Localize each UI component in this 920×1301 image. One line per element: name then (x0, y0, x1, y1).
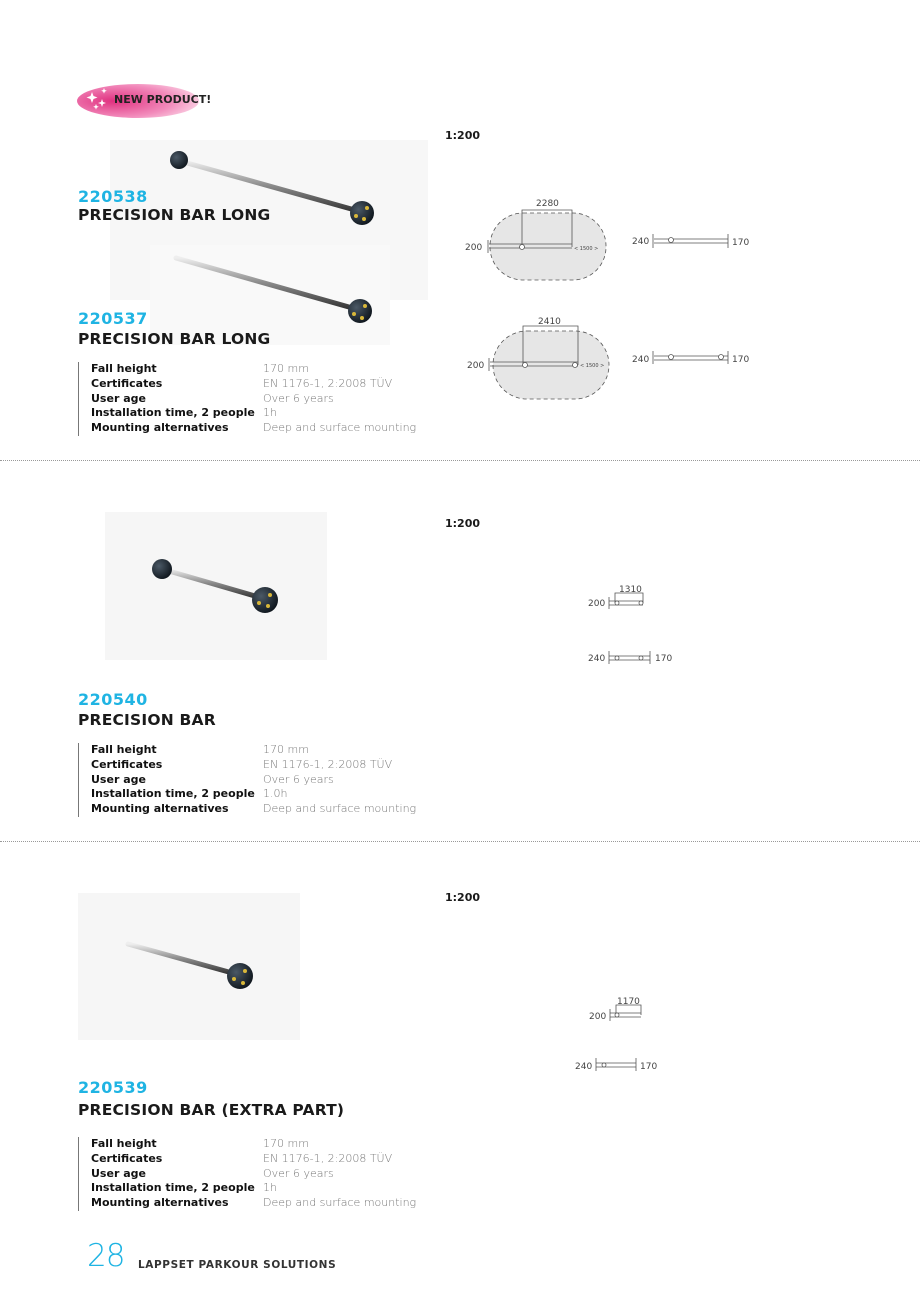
dim-width: 200 (465, 243, 483, 253)
scale-label: 1:200 (445, 517, 481, 530)
spec-value: 170 mm (263, 1137, 309, 1150)
dim-zone: < 1500 > (580, 363, 605, 369)
dim-length: 2410 (538, 317, 561, 327)
spec-value: 170 mm (263, 743, 309, 756)
product-title: PRECISION BAR LONG (78, 330, 271, 348)
spec-value: EN 1176-1, 2:2008 TÜV (263, 757, 393, 771)
spec-label: Certificates (91, 376, 163, 390)
plan-diagram-220540 (609, 593, 650, 664)
dim-length: 1170 (617, 997, 640, 1007)
spec-label: User age (91, 391, 146, 405)
dim-side-right: 170 (732, 355, 750, 365)
product-title: PRECISION BAR (78, 711, 216, 729)
product-code: 220539 (78, 1078, 148, 1097)
spec-label: Installation time, 2 people (91, 406, 255, 420)
spec-value: Deep and surface mounting (263, 1196, 417, 1210)
footer-title: LAPPSET PARKOUR SOLUTIONS (138, 1259, 337, 1271)
product-photo-220540 (105, 512, 327, 660)
dim-side-left: 240 (632, 355, 650, 365)
section-divider (0, 841, 920, 842)
spec-label: Fall height (91, 743, 157, 756)
spec-value: Over 6 years (263, 772, 334, 786)
spec-value: Over 6 years (263, 391, 334, 405)
dim-width: 200 (467, 361, 485, 371)
spec-value: 1h (263, 406, 277, 420)
dim-zone: < 1500 > (574, 246, 599, 252)
spec-label: Certificates (91, 1151, 163, 1165)
dim-width: 200 (589, 1012, 607, 1022)
spec-label: Mounting alternatives (91, 1196, 229, 1210)
dim-side-right: 170 (655, 654, 673, 664)
spec-value: 1h (263, 1181, 277, 1195)
spec-label: Fall height (91, 362, 157, 375)
spec-value: 1.0h (263, 787, 288, 801)
dim-width: 200 (588, 599, 606, 609)
dim-side-right: 170 (732, 238, 750, 248)
spec-label: Installation time, 2 people (91, 787, 255, 801)
product-title: PRECISION BAR LONG (78, 206, 271, 224)
spec-label: Certificates (91, 757, 163, 771)
page-number: 28 (87, 1238, 125, 1274)
product-title: PRECISION BAR (EXTRA PART) (78, 1101, 345, 1119)
spec-label: Mounting alternatives (91, 802, 229, 816)
dim-length: 1310 (619, 585, 642, 595)
dim-side-right: 170 (640, 1062, 658, 1072)
spec-label: User age (91, 1166, 146, 1180)
dim-side-left: 240 (632, 237, 650, 247)
product-photo-220538 (110, 140, 428, 345)
new-product-label: NEW PRODUCT! (114, 93, 212, 106)
spec-value: EN 1176-1, 2:2008 TÜV (263, 376, 393, 390)
spec-table (78, 743, 416, 817)
section-divider (0, 460, 920, 461)
dim-side-left: 240 (575, 1062, 593, 1072)
product-photo-220539 (78, 893, 300, 1040)
plan-diagram-220538 (488, 210, 728, 280)
spec-label: User age (91, 772, 146, 786)
spec-label: Mounting alternatives (91, 421, 229, 435)
spec-label: Installation time, 2 people (91, 1181, 255, 1195)
plan-diagram-220537 (489, 326, 728, 399)
spec-value: EN 1176-1, 2:2008 TÜV (263, 1151, 393, 1165)
product-code: 220537 (78, 309, 148, 328)
spec-value: Over 6 years (263, 1166, 334, 1180)
scale-label: 1:200 (445, 129, 481, 142)
scale-label: 1:200 (445, 891, 481, 904)
spec-table (78, 1137, 416, 1211)
dim-side-left: 240 (588, 654, 606, 664)
product-code: 220540 (78, 690, 148, 709)
spec-value: 170 mm (263, 362, 309, 375)
spec-label: Fall height (91, 1137, 157, 1150)
spec-table (78, 362, 416, 436)
spec-value: Deep and surface mounting (263, 421, 417, 435)
dim-length: 2280 (536, 199, 559, 209)
product-code: 220538 (78, 187, 148, 206)
spec-value: Deep and surface mounting (263, 802, 417, 816)
